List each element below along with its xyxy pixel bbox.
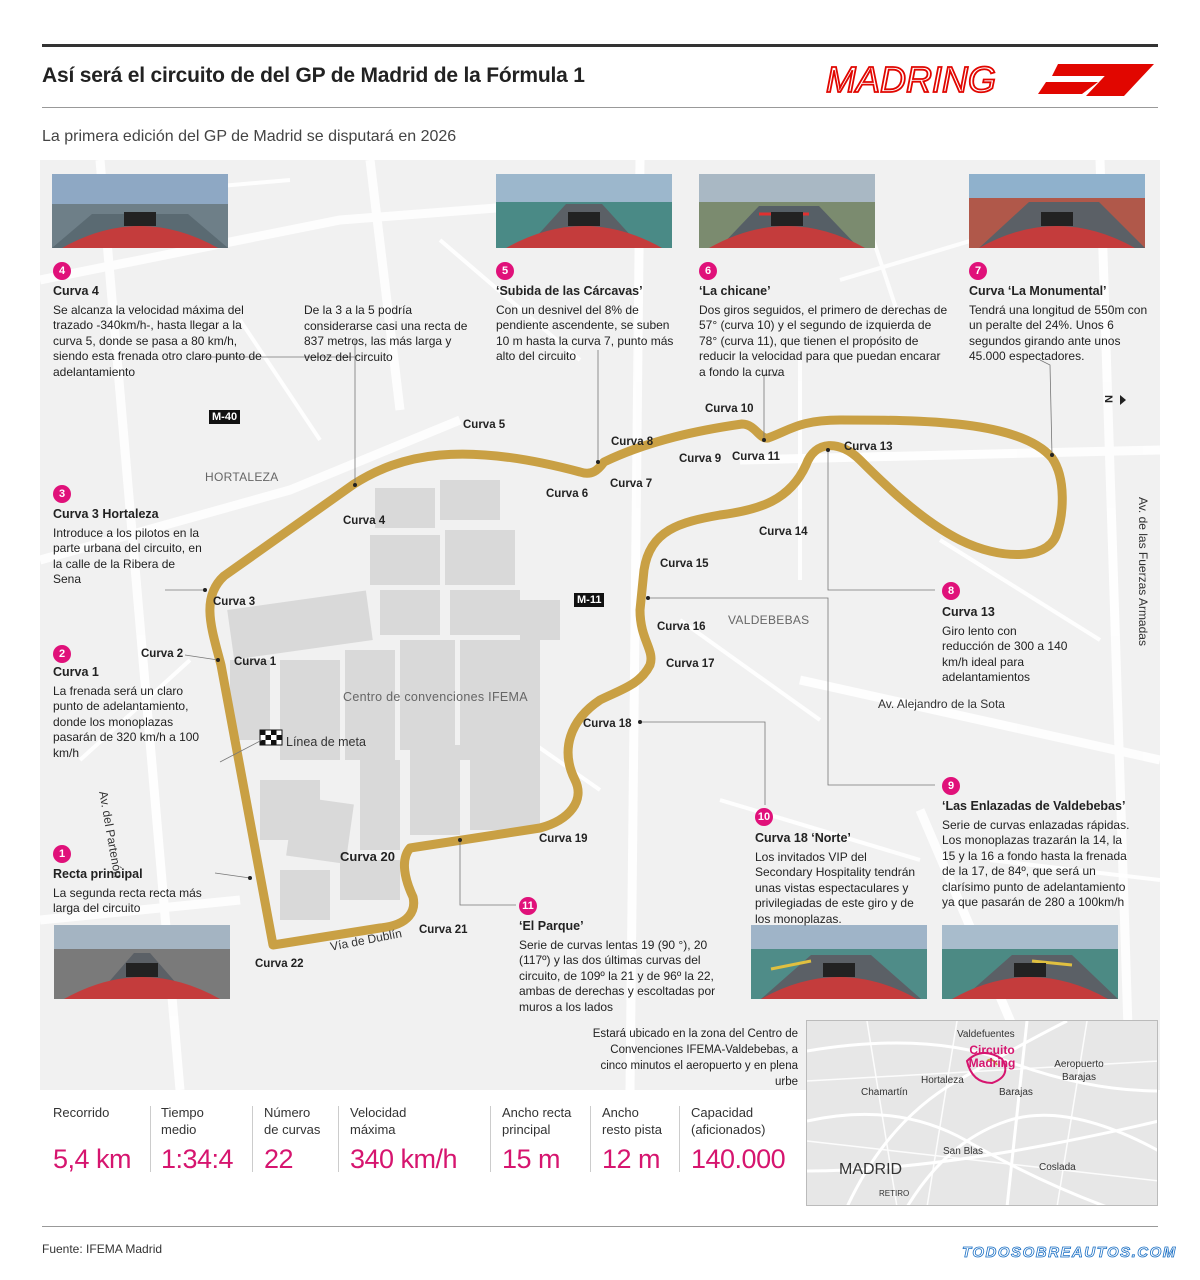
- road-av-partenon: Av. del Partenón: [96, 790, 126, 879]
- corner-label: Curva 2: [141, 648, 184, 660]
- stat-value: 15 m: [502, 1144, 561, 1174]
- stat-value: 340 km/h: [350, 1144, 458, 1174]
- callout-text: La frenada será un claro punto de adelantamiento, donde los monoplazas pasarán de 320 km/h a 100 km/h: [53, 683, 200, 760]
- callout-text: Los invitados VIP del Secondary Hospitality tendrán unas vistas espectaculares y privilegiadas de este giro y de los monoplazas.: [755, 849, 916, 926]
- footer-rule: [42, 1226, 1158, 1227]
- stat-label-2: principal: [502, 1122, 551, 1137]
- location-note: Estará ubicado en la zona del Centro de Convenciones IFEMA-Valdebebas, a cinco minutos el aeropuerto y en plena urbe: [592, 1028, 798, 1088]
- stat-recorrido: [53, 1104, 131, 1175]
- callout-number-2: 2: [53, 645, 71, 663]
- callout-9: [942, 799, 1137, 911]
- callout-title: ‘El Parque’: [519, 919, 584, 933]
- corner-label: Curva 1: [234, 656, 277, 668]
- stat-divider: [150, 1106, 151, 1172]
- callout-text: Serie de curvas lentas 19 (90 °), 20 (117º) y las dos últimas curvas del circuito, de 109º la 21 y de 96º la 22, ambas de derechas y escoltadas por muros a los lados: [519, 937, 716, 1014]
- stat-label: Velocidad: [350, 1105, 407, 1120]
- stat-divider: [338, 1106, 339, 1172]
- stat-label: Número: [264, 1105, 311, 1120]
- onboard-thumbnail-9: [942, 925, 1118, 999]
- callout-text: Con un desnivel del 8% de pendiente ascendente, se suben 10 m hasta la curva 7, punto más alto del circuito: [496, 302, 674, 363]
- callout-4: [53, 284, 273, 380]
- callout-11: [519, 919, 734, 1015]
- callout-text: La segunda recta recta más larga del circuito: [53, 885, 202, 915]
- onboard-thumbnail-5: [496, 174, 672, 248]
- onboard-thumbnail-1: [54, 925, 230, 999]
- area-hortaleza: HORTALEZA: [205, 470, 279, 484]
- stat-tiempo: [161, 1104, 233, 1175]
- callout-number-10: 10: [755, 808, 773, 826]
- corner-label: Curva 4: [343, 515, 386, 527]
- stat-label: Ancho recta: [502, 1105, 572, 1120]
- callout-number-4: 4: [53, 262, 71, 280]
- callout-1: [53, 867, 223, 917]
- stat-value: 140.000: [691, 1144, 786, 1174]
- road-av-fuerzas-armadas: Av. de las Fuerzas Armadas: [1136, 497, 1150, 646]
- stat-label: Tiempo: [161, 1105, 204, 1120]
- stat-ancho-pista: [602, 1104, 662, 1175]
- finish-line-label: Línea de meta: [286, 735, 366, 749]
- stat-divider: [490, 1106, 491, 1172]
- north-label: N: [1101, 395, 1114, 403]
- road-via-dublin: Vía de Dublín: [329, 926, 404, 954]
- corner-label: Curva 9: [679, 453, 722, 465]
- stat-label-2: máxima: [350, 1122, 396, 1137]
- callout-title: ‘La chicane’: [699, 284, 771, 298]
- callout-7: [969, 284, 1154, 365]
- corner-label: Curva 8: [611, 436, 654, 448]
- callout-text: Giro lento con reducción de 300 a 140 km/h ideal para adelantamientos: [942, 623, 1068, 684]
- callout-6: [699, 284, 949, 380]
- page-title: Así será el circuito de del GP de Madrid de la Fórmula 1: [42, 64, 585, 87]
- callout-8: [942, 605, 1072, 686]
- stat-label-2: [53, 1121, 131, 1138]
- stat-label-2: medio: [161, 1122, 197, 1137]
- stat-capacidad: [691, 1104, 785, 1175]
- corner-label: Curva 10: [705, 403, 754, 415]
- callout-text: Tendrá una longitud de 550m con un peralte del 24%. Unos 6 segundos girando ante unos 45.000 espectadores.: [969, 302, 1148, 363]
- callout-text: Serie de curvas enlazadas rápidas. Los monoplazas trazarán la 14, la 15 y la 16 a fondo hasta la frenada de la 17, de 84º, que será un clarísimo punto de adelantamiento ya que pasarán de 280 a 100km/h: [942, 817, 1130, 909]
- stat-label-2: (aficionados): [691, 1122, 766, 1137]
- inset-place: Valdefuentes: [957, 1029, 1015, 1040]
- callout-number-7: 7: [969, 262, 987, 280]
- corner-label: Curva 18: [583, 718, 632, 730]
- callout-title: Curva 3 Hortaleza: [53, 507, 159, 521]
- corner-label: Curva 20: [340, 849, 395, 864]
- inset-place: Hortaleza: [921, 1075, 964, 1086]
- north-arrow-icon: [1120, 395, 1126, 405]
- inset-place: Chamartín: [861, 1087, 908, 1098]
- callout-text: De la 3 a la 5 podría considerarse casi una recta de 837 metros, las más larga y veloz del circuito: [304, 303, 468, 364]
- stat-curvas: [264, 1104, 320, 1175]
- inset-place: Coslada: [1039, 1162, 1076, 1173]
- callout-straight-3-5: [304, 303, 474, 365]
- stat-value: 5,4 km: [53, 1144, 132, 1174]
- badge-m11: M-11: [574, 593, 604, 607]
- corner-label: Curva 16: [657, 621, 706, 633]
- onboard-thumbnail-7: [969, 174, 1145, 248]
- callout-text: Introduce a los pilotos en la parte urbana del circuito, en la calle de la Ribera de Sena: [53, 525, 202, 586]
- madring-logo-text: MADRING: [826, 60, 996, 100]
- callout-number-6: 6: [699, 262, 717, 280]
- callout-number-8: 8: [942, 582, 960, 600]
- location-inset-map: [806, 1020, 1158, 1206]
- callout-text: Dos giros seguidos, el primero de derechas de 57° (curva 10) y el segundo de izquierda de 78° (curva 11), que tienen el propósito de reducir la velocidad para que puedan encarar a fondo la curva: [699, 302, 948, 379]
- page-subtitle: La primera edición del GP de Madrid se disputará en 2026: [42, 128, 457, 145]
- road-av-alejandro-sota: Av. Alejandro de la Sota: [878, 697, 1005, 711]
- callout-title: Curva 1: [53, 665, 99, 679]
- inset-city: MADRID: [839, 1161, 903, 1178]
- corner-label: Curva 11: [732, 451, 780, 463]
- area-ifema: Centro de convenciones IFEMA: [343, 690, 528, 704]
- corner-label: Curva 17: [666, 658, 715, 670]
- callout-title: Curva 13: [942, 605, 995, 619]
- stat-value: 1:34:4: [161, 1144, 234, 1174]
- stat-divider: [252, 1106, 253, 1172]
- callout-number-3: 3: [53, 485, 71, 503]
- callout-number-1: 1: [53, 845, 71, 863]
- stat-ancho-recta: [502, 1104, 571, 1175]
- callout-2: [53, 665, 205, 761]
- onboard-thumbnail-6: [699, 174, 875, 248]
- corner-label: Curva 13: [844, 441, 893, 453]
- stat-value: 12 m: [602, 1144, 661, 1174]
- inset-place: RETIRO: [879, 1189, 910, 1198]
- stat-label: Capacidad: [691, 1105, 754, 1120]
- callout-title: Curva 4: [53, 284, 99, 298]
- corner-label: Curva 5: [463, 419, 506, 431]
- corner-label: Curva 21: [419, 924, 468, 936]
- stat-label: Ancho: [602, 1105, 639, 1120]
- badge-m40: M-40: [209, 410, 240, 424]
- corner-label: Curva 19: [539, 833, 588, 845]
- callout-10: [755, 831, 923, 927]
- inset-place: Aeropuerto Barajas: [1054, 1059, 1104, 1083]
- stat-velocidad: [350, 1104, 457, 1175]
- corner-label: Curva 7: [610, 478, 653, 490]
- onboard-thumbnail-4: [52, 174, 228, 248]
- inset-circuit-label: Circuito Madring: [968, 1043, 1016, 1070]
- inset-place: Barajas: [999, 1087, 1033, 1098]
- source-note: Fuente: IFEMA Madrid: [42, 1242, 163, 1256]
- callout-title: ‘Las Enlazadas de Valdebebas’: [942, 799, 1126, 813]
- callout-number-9: 9: [942, 777, 960, 795]
- callout-title: ‘Subida de las Cárcavas’: [496, 284, 643, 298]
- callout-text: Se alcanza la velocidad máxima del trazado -340km/h-, hasta llegar a la curva 5, donde se pasa a 80 km/h, siendo esta frenada otro claro punto de adelantamiento: [53, 302, 262, 379]
- corner-label: Curva 15: [660, 558, 709, 570]
- callout-number-5: 5: [496, 262, 514, 280]
- callout-3: [53, 507, 205, 588]
- stat-divider: [590, 1106, 591, 1172]
- callout-title: Curva ‘La Monumental’: [969, 284, 1107, 298]
- callout-5: [496, 284, 681, 365]
- brand-watermark: TODOSOBREAUTOS.COM: [962, 1244, 1177, 1261]
- stat-label-2: resto pista: [602, 1122, 662, 1137]
- corner-label: Curva 22: [255, 958, 304, 970]
- callout-number-11: 11: [519, 897, 537, 915]
- corner-label: Curva 14: [759, 526, 808, 538]
- corner-label: Curva 3: [213, 596, 256, 608]
- onboard-thumbnail-10: [751, 925, 927, 999]
- stat-label-2: de curvas: [264, 1122, 321, 1137]
- callout-title: Recta principal: [53, 867, 143, 881]
- corner-label: Curva 6: [546, 488, 589, 500]
- stat-label: Recorrido: [53, 1105, 110, 1120]
- stat-divider: [679, 1106, 680, 1172]
- inset-place: San Blas: [943, 1146, 984, 1157]
- callout-title: Curva 18 ‘Norte’: [755, 831, 851, 845]
- finish-flag-icon: [260, 730, 282, 745]
- stat-value: 22: [264, 1144, 294, 1174]
- area-valdebebas: VALDEBEBAS: [728, 613, 810, 627]
